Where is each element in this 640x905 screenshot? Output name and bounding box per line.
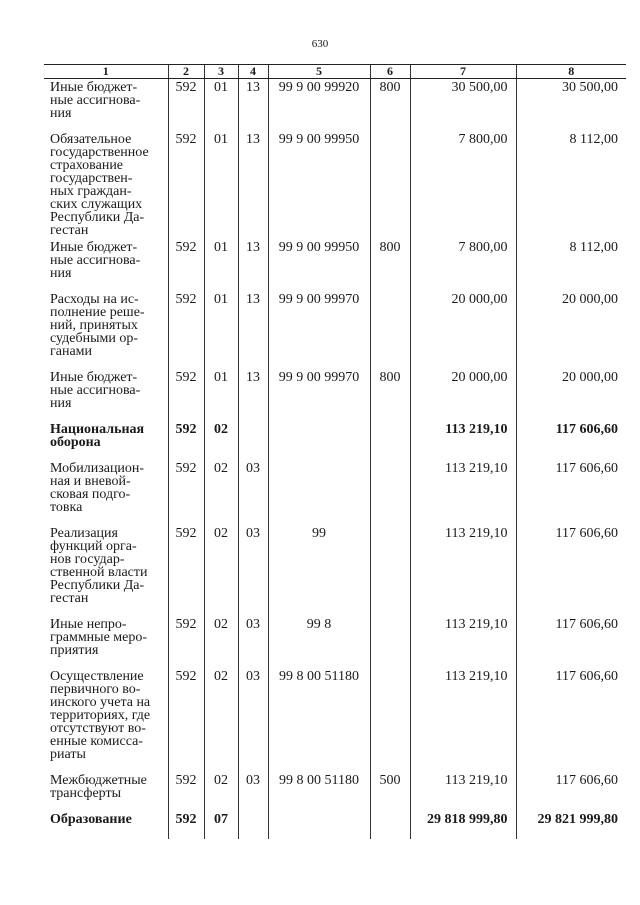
item-name-line: ная и вневой- [50, 473, 131, 489]
section-code-cell: 01 [204, 79, 238, 131]
section-code-cell: 02 [204, 772, 238, 811]
expense-type-cell: 800 [370, 369, 410, 421]
table-row [44, 525, 626, 616]
amount-year-1-cell: 30 500,00 [410, 79, 516, 131]
amount-year-2-cell: 20 000,00 [516, 369, 626, 421]
target-item-cell: 99 9 00 99920 [268, 79, 370, 131]
item-name-line: государственное [50, 144, 149, 160]
expense-type-cell: 500 [370, 772, 410, 811]
section-code-cell: 01 [204, 369, 238, 421]
subsection-code-cell: 03 [238, 525, 268, 616]
subsection-code-cell: 13 [238, 79, 268, 131]
table-row [44, 131, 626, 239]
amount-year-1-cell: 7 800,00 [410, 239, 516, 291]
amount-year-1-cell: 113 219,10 [410, 525, 516, 616]
item-name-line: оборона [50, 434, 101, 450]
item-name-cell [44, 811, 168, 839]
target-item-cell: 99 8 00 51180 [268, 668, 370, 772]
item-name-line: нов государ- [50, 551, 125, 567]
amount-year-2-cell: 20 000,00 [516, 291, 626, 369]
ministry-code-cell: 592 [168, 811, 204, 839]
item-name-line: граммные меро- [50, 629, 148, 645]
item-name-line: ния [50, 106, 72, 121]
ministry-code-cell: 592 [168, 772, 204, 811]
item-name-line: гестан [50, 590, 89, 606]
target-item-cell: 99 9 00 99970 [268, 369, 370, 421]
amount-year-2-cell: 30 500,00 [516, 79, 626, 131]
amount-year-2-cell: 117 606,60 [516, 668, 626, 772]
item-name-line: отсутствуют во- [50, 720, 146, 736]
item-name-line: Образование [50, 811, 132, 827]
item-name-cell [44, 239, 168, 291]
amount-year-2-cell: 117 606,60 [516, 460, 626, 525]
amount-year-1-cell: 113 219,10 [410, 772, 516, 811]
item-name-line: ные ассигнова- [50, 93, 141, 108]
amount-year-1-cell: 20 000,00 [410, 291, 516, 369]
amount-year-2-cell: 117 606,60 [516, 421, 626, 460]
amount-year-1-cell: 113 219,10 [410, 460, 516, 525]
page-number: 630 [311, 38, 329, 50]
item-name-cell [44, 460, 168, 525]
target-item-cell: 99 9 00 99970 [268, 291, 370, 369]
section-code-cell: 07 [204, 811, 238, 839]
table-row [44, 79, 626, 131]
amount-year-1-cell: 113 219,10 [410, 668, 516, 772]
item-name-line: ских служащих [50, 196, 143, 212]
table-row [44, 460, 626, 525]
item-name-line: енные комисса- [50, 733, 143, 749]
amount-year-2-cell: 8 112,00 [516, 131, 626, 239]
subsection-code-cell: 13 [238, 131, 268, 239]
item-name-cell [44, 772, 168, 811]
amount-year-1-cell: 20 000,00 [410, 369, 516, 421]
amount-year-2-cell: 117 606,60 [516, 616, 626, 668]
item-name-line: ния [50, 265, 72, 281]
item-name-line: государствен- [50, 170, 133, 186]
item-name-line: ний, принятых [50, 317, 138, 333]
item-name-cell [44, 131, 168, 239]
amount-year-1-cell: 7 800,00 [410, 131, 516, 239]
item-name-line: страхование [50, 157, 124, 173]
item-name-line: ные ассигнова- [50, 252, 141, 268]
item-name-cell [44, 369, 168, 421]
column-header: 1 [44, 65, 168, 79]
item-name-cell [44, 291, 168, 369]
item-name-line: Иные бюджет- [50, 80, 138, 95]
item-name-line: сковая подго- [50, 486, 131, 502]
target-item-cell: 99 9 00 99950 [268, 131, 370, 239]
section-code-cell: 02 [204, 668, 238, 772]
target-item-cell [268, 460, 370, 525]
item-name-line: Межбюджетные [50, 772, 147, 788]
budget-table [44, 64, 626, 839]
item-name-line: Республики Да- [50, 577, 145, 593]
expense-type-cell [370, 525, 410, 616]
section-code-cell: 02 [204, 460, 238, 525]
ministry-code-cell: 592 [168, 421, 204, 460]
section-code-cell: 02 [204, 616, 238, 668]
amount-year-2-cell: 117 606,60 [516, 772, 626, 811]
section-code-cell: 02 [204, 421, 238, 460]
expense-type-cell [370, 460, 410, 525]
table-row [44, 239, 626, 291]
amount-year-1-cell: 113 219,10 [410, 616, 516, 668]
section-code-cell: 02 [204, 525, 238, 616]
section-code-cell: 01 [204, 291, 238, 369]
table-row [44, 369, 626, 421]
item-name-line: Национальная [50, 421, 145, 437]
ministry-code-cell: 592 [168, 131, 204, 239]
item-name-line: инского учета на [50, 694, 151, 710]
item-name-cell [44, 525, 168, 616]
subsection-code-cell: 03 [238, 460, 268, 525]
item-name-line: Осуществление [50, 668, 144, 684]
expense-type-cell: 800 [370, 239, 410, 291]
item-name-line: Мобилизацион- [50, 460, 145, 476]
item-name-cell [44, 79, 168, 131]
table-row [44, 668, 626, 772]
subsection-code-cell [238, 811, 268, 839]
ministry-code-cell: 592 [168, 460, 204, 525]
expense-type-cell [370, 811, 410, 839]
ministry-code-cell: 592 [168, 79, 204, 131]
item-name-line: гестан [50, 222, 89, 238]
amount-year-2-cell: 8 112,00 [516, 239, 626, 291]
column-header: 4 [238, 65, 268, 79]
item-name-line: ных граждан- [50, 183, 132, 199]
table-row [44, 772, 626, 811]
item-name-line: Республики Да- [50, 209, 145, 225]
item-name-cell [44, 421, 168, 460]
amount-year-1-cell: 29 818 999,80 [410, 811, 516, 839]
target-item-cell [268, 421, 370, 460]
column-header: 6 [370, 65, 410, 79]
amount-year-2-cell: 117 606,60 [516, 525, 626, 616]
header-row [44, 65, 626, 79]
item-name-line: ганами [50, 343, 93, 359]
column-header: 8 [516, 65, 626, 79]
ministry-code-cell: 592 [168, 291, 204, 369]
item-name-line: территориях, где [50, 707, 151, 723]
ministry-code-cell: 592 [168, 616, 204, 668]
target-item-cell: 99 8 [268, 616, 370, 668]
expense-type-cell [370, 668, 410, 772]
column-header: 3 [204, 65, 238, 79]
item-name-line: ния [50, 395, 72, 411]
table-row [44, 811, 626, 839]
item-name-line: ственной власти [50, 564, 148, 580]
table-row [44, 291, 626, 369]
item-name-line: приятия [50, 642, 99, 658]
subsection-code-cell: 03 [238, 616, 268, 668]
section-code-cell: 01 [204, 131, 238, 239]
target-item-cell: 99 9 00 99950 [268, 239, 370, 291]
expense-type-cell [370, 291, 410, 369]
item-name-line: риаты [50, 746, 86, 762]
item-name-line: Расходы на ис- [50, 291, 139, 307]
item-name-line: функций орга- [50, 538, 137, 554]
subsection-code-cell [238, 421, 268, 460]
table-row [44, 616, 626, 668]
expense-type-cell [370, 616, 410, 668]
item-name-line: товка [50, 499, 83, 515]
ministry-code-cell: 592 [168, 668, 204, 772]
amount-year-1-cell: 113 219,10 [410, 421, 516, 460]
target-item-cell: 99 [268, 525, 370, 616]
table-row [44, 421, 626, 460]
item-name-line: полнение реше- [50, 304, 145, 320]
section-code-cell: 01 [204, 239, 238, 291]
ministry-code-cell: 592 [168, 239, 204, 291]
item-name-cell [44, 668, 168, 772]
item-name-line: Иные непро- [50, 616, 127, 632]
subsection-code-cell: 03 [238, 668, 268, 772]
item-name-line: Реализация [50, 525, 118, 541]
subsection-code-cell: 13 [238, 369, 268, 421]
item-name-line: ные ассигнова- [50, 382, 141, 398]
column-header: 5 [268, 65, 370, 79]
ministry-code-cell: 592 [168, 369, 204, 421]
subsection-code-cell: 13 [238, 239, 268, 291]
target-item-cell: 99 8 00 51180 [268, 772, 370, 811]
column-header: 7 [410, 65, 516, 79]
item-name-line: первичного во- [50, 681, 141, 697]
item-name-line: Иные бюджет- [50, 239, 138, 255]
expense-type-cell [370, 131, 410, 239]
expense-type-cell: 800 [370, 79, 410, 131]
amount-year-2-cell: 29 821 999,80 [516, 811, 626, 839]
item-name-line: Обязательное [50, 131, 132, 147]
target-item-cell [268, 811, 370, 839]
item-name-line: трансферты [50, 785, 122, 801]
item-name-cell [44, 616, 168, 668]
item-name-line: Иные бюджет- [50, 369, 138, 385]
column-header: 2 [168, 65, 204, 79]
ministry-code-cell: 592 [168, 525, 204, 616]
expense-type-cell [370, 421, 410, 460]
subsection-code-cell: 03 [238, 772, 268, 811]
subsection-code-cell: 13 [238, 291, 268, 369]
item-name-line: судебными ор- [50, 330, 139, 346]
